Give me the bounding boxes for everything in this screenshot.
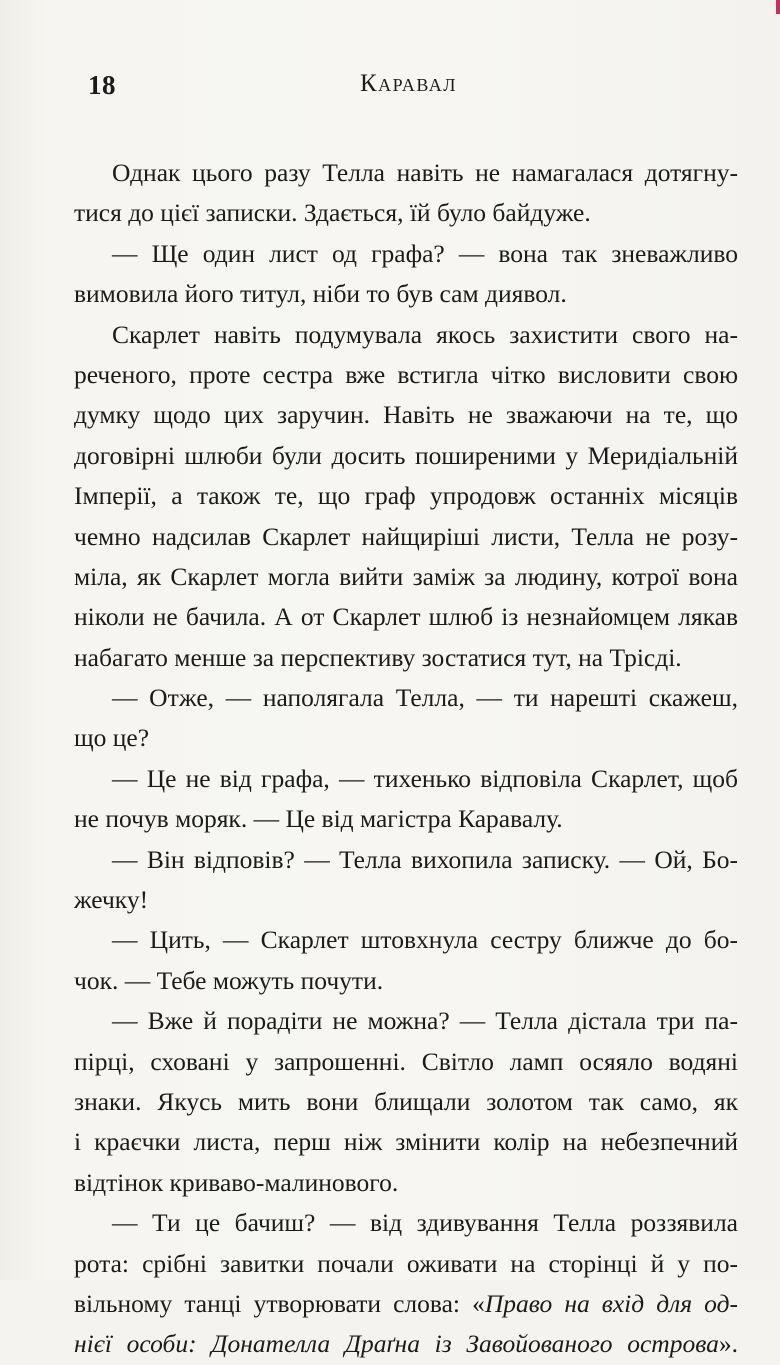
text-line [74, 759, 738, 799]
text-line [74, 678, 738, 718]
text-line [74, 1001, 738, 1041]
text-line [74, 961, 738, 1001]
line-text: думку щодо цих заручин. Навіть не зважаючи на те, що [74, 400, 738, 430]
text-line [74, 597, 738, 637]
body-text [74, 153, 738, 1365]
page-header [88, 70, 720, 110]
text-line [74, 1244, 738, 1284]
line-text: не почув моряк. — Це від магістра Каравалу. [74, 804, 563, 834]
text-line [74, 1042, 738, 1082]
line-text: — Ще один лист од графа? — вона так зневажливо [112, 238, 738, 268]
text-line [74, 476, 738, 516]
line-text: і краєчки листа, перш ніж змінити колір на небезпечний [74, 1127, 738, 1157]
line-text: вільному танці утворювати слова: « [74, 1288, 485, 1318]
line-text: — Цить, — Скарлет штовхнула сестру ближче до бо- [112, 925, 738, 955]
page-number: 18 [88, 70, 116, 100]
line-text: — Він відповів? — Телла вихопила записку. — Ой, Бо- [112, 844, 738, 874]
text-line [74, 193, 738, 233]
line-text: пірці, сховані у запрошенні. Світло ламп осяяло водяні [74, 1046, 738, 1076]
text-line [74, 799, 738, 839]
text-line [74, 1324, 738, 1364]
text-line [74, 274, 738, 314]
line-text: — Це не від графа, — тихенько відповіла Скарлет, щоб [112, 763, 738, 793]
text-line [74, 880, 738, 920]
text-line [74, 234, 738, 274]
line-text: Імперії, а також те, що граф упродовж останніх місяців [74, 481, 738, 511]
text-line [74, 718, 738, 758]
line-text: — Ти це бачиш? — від здивування Телла роззявила [112, 1208, 738, 1238]
line-text: набагато менше за перспективу зостатися тут, на Трісді. [74, 642, 682, 672]
text-line [74, 557, 738, 597]
line-text: міла, як Скарлет могла вийти заміж за людину, котрої вона [74, 561, 738, 591]
text-line [74, 355, 738, 395]
text-line [74, 1122, 738, 1162]
line-text: чемно надсилав Скарлет найщиріші листи, Телла не розу- [74, 521, 738, 551]
line-text: чок. — Тебе можуть почути. [74, 965, 384, 995]
text-line [74, 920, 738, 960]
line-text: вимовила його титул, ніби то був сам диявол. [74, 279, 567, 309]
line-text: жечку! [74, 885, 149, 915]
line-text: ніколи не бачила. А от Скарлет шлюб із незнайомцем лякав [74, 602, 738, 632]
text-line [74, 153, 738, 193]
corner-color-mark [776, 0, 780, 14]
text-line [74, 840, 738, 880]
text-line [74, 1203, 738, 1243]
line-text: що це? [74, 723, 150, 753]
line-text: відтінок криваво-малинового. [74, 1167, 399, 1197]
line-text: Скарлет навіть подумувала якось захистити свого на- [112, 319, 738, 349]
line-text: Однак цього разу Телла навіть не намагалася дотягну- [112, 158, 738, 187]
text-line [74, 1163, 738, 1203]
line-text: договірні шлюби були досить поширеними у Меридіальній [74, 440, 738, 470]
line-text: — Отже, — наполягала Телла, — ти нарешті скажеш, [112, 683, 738, 713]
text-line [74, 315, 738, 355]
line-text: рота: срібні завитки почали оживати на сторінці й у по- [74, 1248, 738, 1278]
text-line [74, 395, 738, 435]
text-line [74, 517, 738, 557]
line-text: — Вже й порадіти не можна? — Телла дістала три па- [112, 1006, 738, 1036]
text-line [74, 1082, 738, 1122]
running-title: Каравал [360, 70, 457, 97]
text-line [74, 638, 738, 678]
line-trailing-text: ». [718, 1329, 738, 1359]
text-line [74, 436, 738, 476]
line-italic-text: нієї особи: Донателла Драґна із Завойованого острова [74, 1329, 719, 1359]
line-text: тися до цієї записки. Здається, їй було байдуже. [74, 198, 591, 228]
text-line [74, 1284, 738, 1324]
line-italic-text: Право на вхід для од- [484, 1288, 738, 1318]
line-text: знаки. Якусь мить вони блищали золотом так само, як [74, 1086, 738, 1116]
line-text: реченого, проте сестра вже встигла чітко висловити свою [74, 359, 738, 389]
